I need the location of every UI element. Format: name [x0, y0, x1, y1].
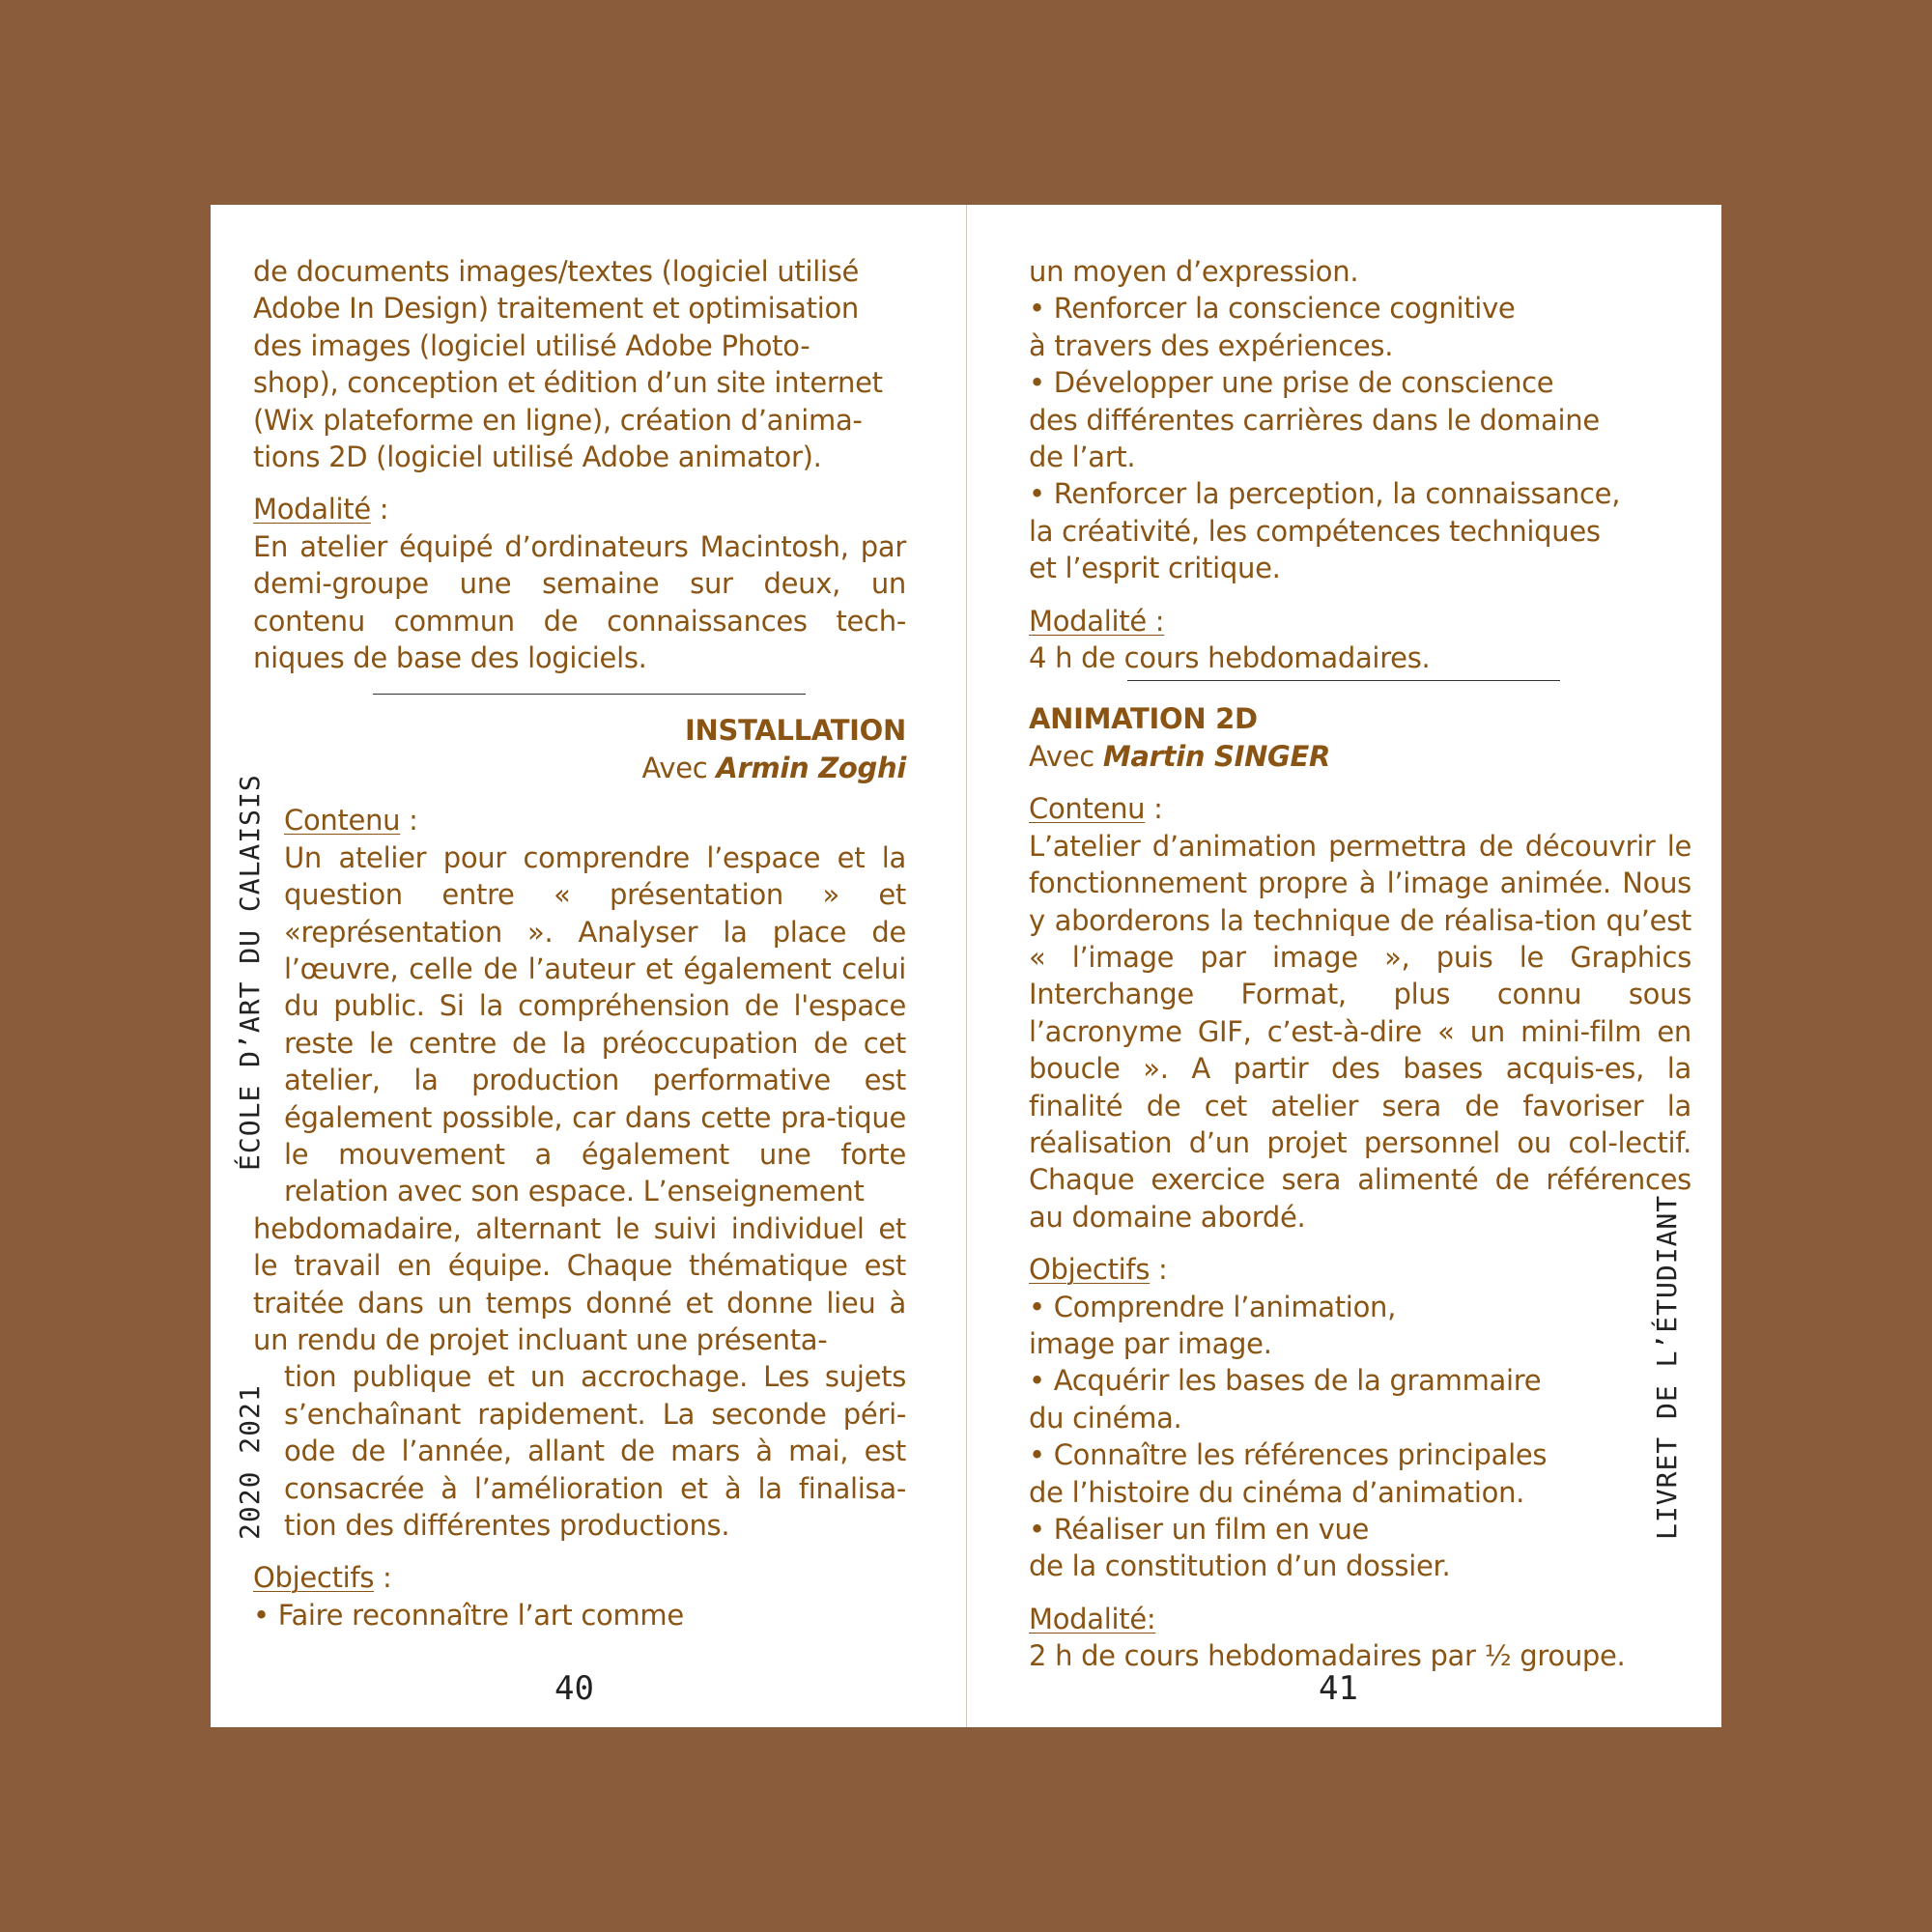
objectif-item: • Comprendre l’animation,	[1029, 1290, 1397, 1323]
contenu-heading	[253, 802, 906, 838]
objectif-item: du cinéma.	[1029, 1401, 1182, 1435]
teacher-line	[1029, 738, 1691, 775]
contenu-text: tion publique et un accrochage. Les sujets s’enchaînant rapidement. La seconde péri-ode de l’année, allant de mars à mai, est consacrée à l’amélioration et à la finalisa-tion des différentes productions.	[284, 1360, 906, 1542]
vertical-booklet-title: LIVRET DE L’ÉTUDIANT	[1651, 1194, 1683, 1540]
modalite-heading	[253, 491, 906, 527]
objectif-item: • Renforcer la conscience cognitive	[1029, 292, 1516, 326]
spacer	[1029, 775, 1691, 790]
objectifs-label: Objectifs	[1029, 1253, 1151, 1287]
modalite-heading	[1029, 603, 1691, 639]
section-title: INSTALLATION	[685, 714, 906, 748]
objectifs-colon: :	[1150, 1253, 1168, 1287]
objectif-item: de l’art.	[1029, 440, 1136, 474]
contenu-heading	[1029, 790, 1691, 827]
page-number: 40	[554, 1669, 594, 1708]
objectif-item: la créativité, les compétences techniques	[1029, 514, 1601, 548]
teacher-name: Armin Zoghi	[716, 751, 906, 784]
spacer	[1029, 1236, 1691, 1251]
teacher-line	[253, 750, 906, 786]
intro-line: (Wix plateforme en ligne), création d’anima-	[253, 403, 863, 437]
objectif-item: • Faire reconnaître l’art comme	[253, 1598, 684, 1632]
spacer	[1029, 1585, 1691, 1601]
objectif-item: et l’esprit critique.	[1029, 552, 1281, 585]
contenu-label: Contenu	[284, 804, 401, 838]
section-divider	[373, 694, 806, 695]
spacer	[253, 786, 906, 802]
modalite-colon: :	[370, 493, 389, 526]
objectif-item: de l’histoire du cinéma d’animation.	[1029, 1475, 1525, 1509]
modalite-text: 2 h de cours hebdomadaires par ½ groupe.	[1029, 1639, 1626, 1673]
teacher-prefix: Avec	[1029, 739, 1103, 773]
section-title: ANIMATION 2D	[1029, 702, 1258, 736]
modalite-label: Modalité:	[1029, 1602, 1156, 1635]
objectif-item: • Renforcer la perception, la connaissance,	[1029, 477, 1621, 511]
objectif-item: un moyen d’expression.	[1029, 255, 1359, 288]
objectif-item: • Acquérir les bases de la grammaire	[1029, 1364, 1542, 1398]
teacher-name: Martin SINGER	[1102, 739, 1331, 773]
spacer	[253, 1544, 906, 1559]
vertical-year: 2020 2021	[234, 1384, 266, 1540]
objectifs-heading	[1029, 1251, 1691, 1288]
contenu-text: hebdomadaire, alternant le suivi individuel et le travail en équipe. Chaque thématique est traitée dans un temps donné et donne lieu à un rendu de projet incluant une présenta-	[253, 1211, 906, 1356]
spacer	[253, 475, 906, 491]
objectifs-colon: :	[374, 1561, 392, 1595]
objectif-item: de la constitution d’un dossier.	[1029, 1549, 1451, 1583]
objectifs-heading	[253, 1559, 906, 1596]
objectif-item: • Réaliser un film en vue	[1029, 1513, 1370, 1546]
objectif-item: • Connaître les références principales	[1029, 1438, 1548, 1472]
intro-line: des images (logiciel utilisé Adobe Photo-	[253, 328, 810, 362]
intro-line: Adobe In Design) traitement et optimisation	[253, 292, 859, 326]
page-number: 41	[1319, 1669, 1358, 1708]
left-column	[253, 253, 906, 1634]
objectif-item: • Développer une prise de conscience	[1029, 366, 1554, 400]
modalite-label: Modalité	[253, 493, 371, 526]
modalite-text: En atelier équipé d’ordinateurs Macintosh, par demi-groupe une semaine sur deux, un contenu commun de connaissances tech-niques de base des logiciels.	[253, 529, 906, 675]
vertical-school-name: ÉCOLE D’ART DU CALAISIS	[234, 774, 266, 1171]
contenu-text: L’atelier d’animation permettra de découvrir le fonctionnement propre à l’image animée. Nous y aborderons la technique de réalisa-tion qu’est « l’image par image », puis le Graphics Interchange Format, plus connu sous l’acronyme GIF, c’est-à-dire « un mini-film en boucle ». A partir des bases acquis-es, la finalité de cet atelier sera de favoriser la réalisation d’un projet personnel ou col-lectif. Chaque exercice sera alimenté de références au domaine abordé.	[1029, 829, 1691, 1234]
section-divider	[1127, 680, 1560, 681]
modalite-text: 4 h de cours hebdomadaires.	[1029, 641, 1431, 675]
objectif-item: à travers des expériences.	[1029, 328, 1394, 362]
contenu-colon: :	[1145, 792, 1163, 826]
intro-line: de documents images/textes (logiciel utilisé	[253, 255, 860, 288]
objectif-item: image par image.	[1029, 1326, 1272, 1360]
intro-line: shop), conception et édition d’un site internet	[253, 366, 883, 400]
right-column	[1029, 253, 1691, 1675]
modalite-label: Modalité :	[1029, 604, 1165, 638]
intro-line: tions 2D (logiciel utilisé Adobe animator).	[253, 440, 822, 474]
left-page	[211, 205, 966, 1727]
teacher-prefix: Avec	[641, 751, 717, 784]
contenu-colon: :	[400, 804, 418, 838]
objectif-item: des différentes carrières dans le domaine	[1029, 403, 1600, 437]
spacer	[1029, 587, 1691, 603]
contenu-text: Un atelier pour comprendre l’espace et la question entre « présentation » et «représentation ». Analyser la place de l’œuvre, celle de l’auteur et également celui du public. Si la compréhension de l'espace reste le centre de la préoccupation de cet atelier, la production performative est également possible, car dans cette pra-tique le mouvement a également une forte relation avec son espace. L’enseignement	[284, 840, 906, 1208]
objectifs-label: Objectifs	[253, 1561, 375, 1595]
modalite-heading	[1029, 1601, 1691, 1637]
contenu-label: Contenu	[1029, 792, 1146, 826]
right-page	[966, 205, 1721, 1727]
